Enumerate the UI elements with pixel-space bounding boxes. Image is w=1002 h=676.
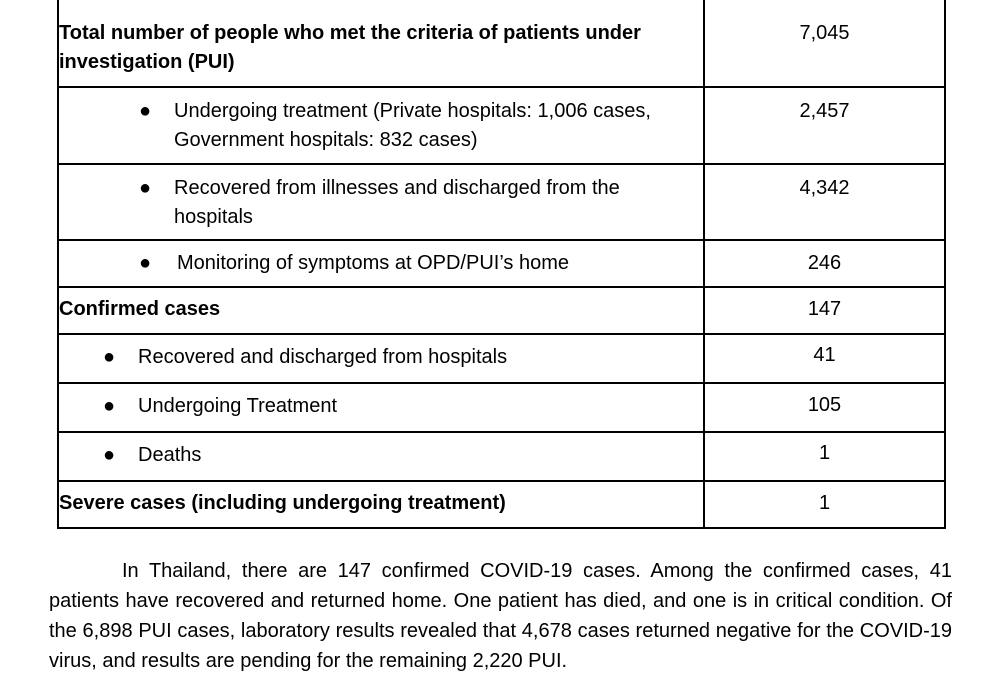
row-label: Deaths: [138, 444, 202, 466]
row-value-cell: [704, 164, 945, 240]
row-label: Undergoing Treatment: [138, 395, 338, 417]
bullet-icon: ●: [139, 252, 152, 274]
row-label-cell: [58, 287, 704, 334]
row-value-cell: [704, 0, 945, 87]
row-label: Undergoing treatment (Private hospitals: 1,006 cases, Government hospitals: 832 cases): [174, 100, 651, 151]
row-value-cell: [704, 87, 945, 164]
row-value: 7,045: [799, 22, 850, 44]
row-label: Severe cases (including undergoing treatment): [59, 492, 506, 514]
row-value-cell: [704, 334, 945, 383]
bullet-icon: ●: [139, 177, 152, 199]
row-label-cell: [58, 240, 704, 287]
table-row: [58, 164, 945, 240]
row-value-cell: [704, 383, 945, 432]
table-row: [58, 240, 945, 287]
bullet-icon: ●: [103, 444, 116, 466]
table-row: [58, 481, 945, 528]
row-value: 246: [807, 252, 842, 274]
table-row: [58, 334, 945, 383]
row-value-cell: [704, 432, 945, 481]
row-value: 147: [807, 298, 842, 320]
row-value: 1: [818, 442, 831, 464]
table-row: [58, 383, 945, 432]
row-label-cell: [58, 164, 704, 240]
table-row: [58, 287, 945, 334]
summary-paragraph: In Thailand, there are 147 confirmed COVID-19 cases. Among the confirmed cases, 41 patients have recovered and returned home. One patient has died, and one is in critical condition. Of the 6,898 PUI cases, laboratory results revealed that 4,678 cases returned negative for the COVID-19 virus, and results are pending for the remaining 2,220 PUI.: [49, 560, 952, 672]
row-value-cell: [704, 240, 945, 287]
row-label: Monitoring of symptoms at OPD/PUI’s home: [177, 252, 569, 274]
bullet-icon: ●: [103, 346, 116, 368]
table-row: [58, 432, 945, 481]
row-value: 2,457: [799, 100, 850, 122]
row-value: 1: [818, 492, 831, 514]
row-label-cell: [58, 0, 704, 87]
row-label-cell: [58, 383, 704, 432]
bullet-icon: ●: [139, 100, 152, 122]
row-label: Recovered from illnesses and discharged from the hospitals: [174, 177, 620, 228]
table-row: [58, 87, 945, 164]
row-label-cell: [58, 334, 704, 383]
table-row: [58, 0, 945, 87]
bullet-icon: ●: [103, 395, 116, 417]
row-label: Confirmed cases: [59, 298, 221, 320]
row-value: 105: [807, 394, 842, 416]
row-value: 41: [813, 344, 836, 366]
row-label-cell: [58, 481, 704, 528]
row-label-cell: [58, 87, 704, 164]
row-label: Recovered and discharged from hospitals: [138, 346, 508, 368]
row-label-cell: [58, 432, 704, 481]
row-value: 4,342: [799, 177, 850, 199]
case-statistics-table: [57, 0, 946, 529]
row-value-cell: [704, 481, 945, 528]
row-value-cell: [704, 287, 945, 334]
row-label: Total number of people who met the criteria of patients under investigation (PUI): [59, 22, 641, 73]
